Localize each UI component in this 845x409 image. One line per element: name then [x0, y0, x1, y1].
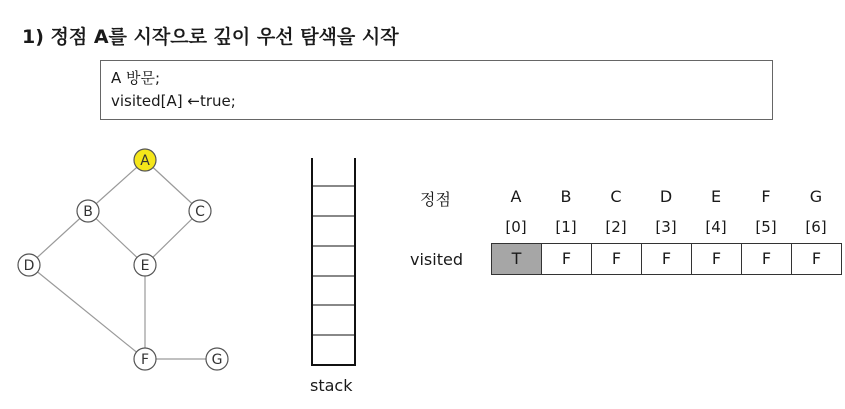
vertex-header-d: D: [659, 187, 673, 206]
node-label: A: [140, 153, 150, 169]
visited-row-label: visited: [410, 250, 463, 269]
stack-label: stack: [310, 376, 353, 395]
graph-node-c: [189, 200, 211, 222]
visited-array-table: [491, 243, 842, 275]
visited-cell-f: F: [742, 243, 792, 275]
vertex-header-c: C: [610, 187, 622, 206]
vertex-header-e: E: [710, 187, 722, 206]
graph-node-e: [134, 254, 156, 276]
vertex-header-b: B: [560, 187, 572, 206]
graph-node-b: [77, 200, 99, 222]
graph-edges: [29, 160, 217, 359]
vertex-row-label: 정점: [420, 190, 451, 209]
vertex-header-a: A: [510, 187, 522, 206]
graph-node-d: [18, 254, 40, 276]
visited-cell-a: T: [492, 243, 542, 275]
vertex-header-g: G: [809, 187, 823, 206]
stack-diagram: [311, 158, 356, 365]
index-header: [3]: [655, 218, 677, 236]
index-header: [1]: [555, 218, 577, 236]
graph-node-a: [134, 149, 156, 171]
code-line-2: visited[A] ←true;: [111, 92, 236, 110]
node-label: F: [140, 352, 150, 368]
edge-d-f: [29, 265, 145, 359]
node-label: D: [23, 258, 35, 274]
visited-cell-e: F: [692, 243, 742, 275]
index-header: [0]: [505, 218, 527, 236]
node-label: C: [195, 204, 205, 220]
edge-b-d: [29, 211, 88, 265]
index-header: [2]: [605, 218, 627, 236]
code-line-1: A 방문;: [111, 69, 161, 87]
index-header: [4]: [705, 218, 727, 236]
node-label: G: [211, 352, 223, 368]
visited-cell-b: F: [542, 243, 592, 275]
slide-title: 1) 정점 A를 시작으로 깊이 우선 탐색을 시작: [22, 26, 399, 48]
node-label: B: [83, 204, 93, 220]
edge-b-e: [88, 211, 145, 265]
visited-cell-g: F: [792, 243, 842, 275]
node-label: E: [140, 258, 150, 274]
graph-nodes: [18, 149, 228, 370]
graph-node-g: [206, 348, 228, 370]
graph-node-f: [134, 348, 156, 370]
visited-cell-d: F: [642, 243, 692, 275]
index-header: [5]: [755, 218, 777, 236]
index-header: [6]: [805, 218, 827, 236]
visited-cell-c: F: [592, 243, 642, 275]
vertex-header-f: F: [761, 187, 771, 206]
